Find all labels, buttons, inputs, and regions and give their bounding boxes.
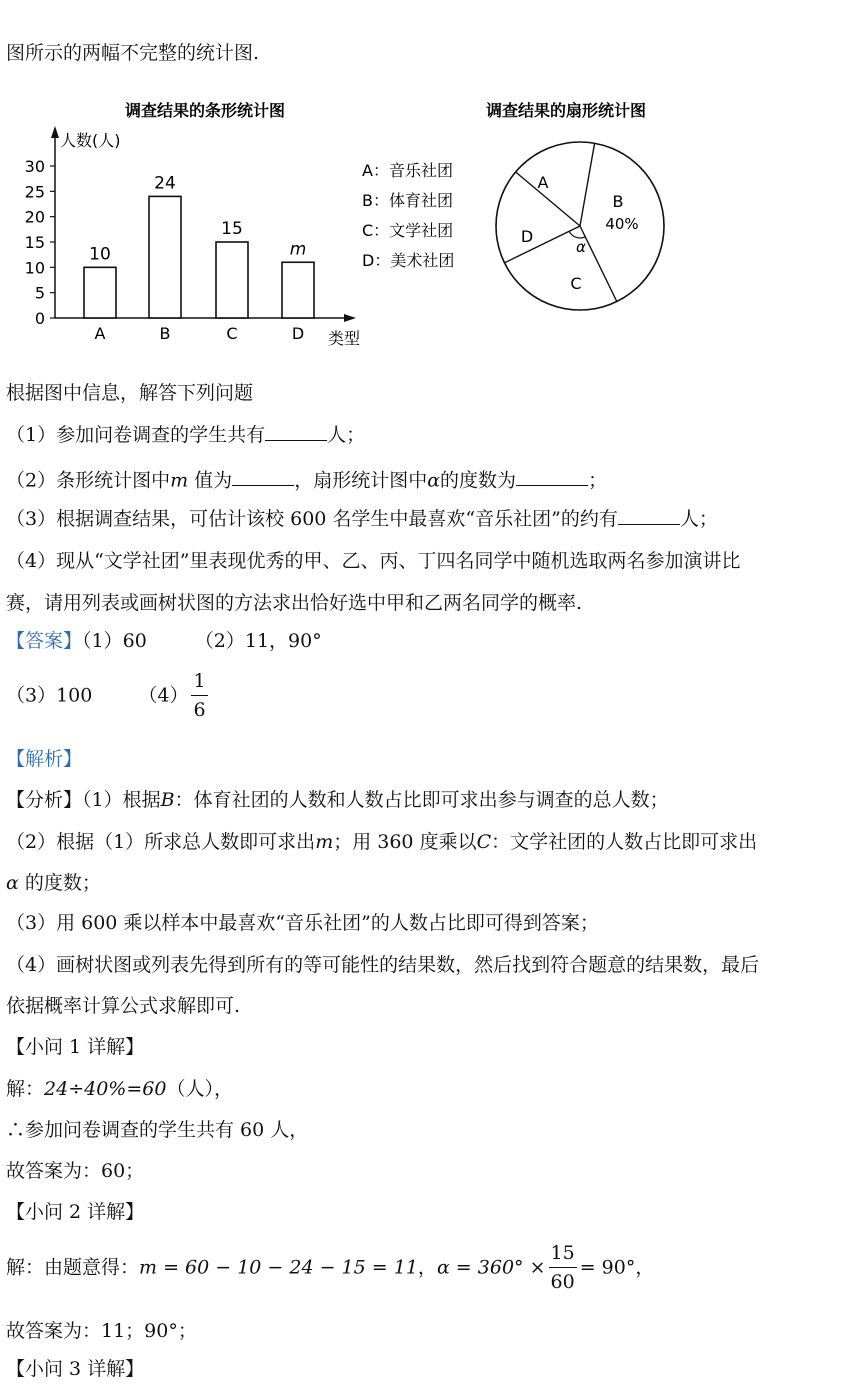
detail-2-expr-m: m = 60 − 10 − 24 − 15 = 11 — [139, 1256, 418, 1279]
analysis-line-5: （4）画树状图或列表先得到所有的等可能性的结果数，然后找到符合题意的结果数，最后 — [6, 954, 760, 976]
charts-figure — [0, 92, 845, 372]
analysis-label — [6, 746, 82, 772]
analysis-p1-b: B — [160, 789, 175, 811]
y-tick-label: 10 — [24, 258, 45, 278]
analysis-line-6: 依据概率计算公式求解即可. — [6, 995, 241, 1017]
analysis-alpha: α — [6, 872, 19, 894]
pie-chart-title: 调查结果的扇形统计图 — [485, 101, 647, 120]
answer-line-2 — [6, 668, 211, 723]
y-axis-arrow — [51, 126, 59, 138]
analysis-p2-mid: ；用 360 度乘以 — [333, 831, 477, 853]
legend-item-b: B：体育社团 — [362, 191, 453, 210]
question-2 — [6, 464, 607, 493]
answer-line-1 — [6, 628, 322, 654]
fraction-denominator: 6 — [193, 699, 206, 721]
pie-slice-label: C — [570, 274, 582, 293]
detail-1-unit: （人）， — [166, 1078, 233, 1100]
x-axis-label: 类型 — [328, 329, 361, 348]
question-intro: 根据图中信息，解答下列问题 — [6, 382, 254, 404]
detail-1-line-2: ∴参加问卷调查的学生共有 60 人， — [6, 1119, 309, 1141]
legend-item-a: A：音乐社团 — [362, 161, 453, 180]
detail-2-sep: ， — [417, 1256, 437, 1279]
fraction-numerator: 1 — [191, 668, 207, 696]
analysis-p2-text: （2）根据（1）所求总人数即可求出 — [6, 831, 316, 853]
q2-alpha: α — [427, 469, 441, 492]
y-tick-label: 0 — [34, 309, 45, 328]
bar-d — [282, 262, 314, 318]
pie-b-percent: 40% — [605, 215, 639, 233]
fenxi-label: 【分析】 — [6, 789, 83, 811]
x-tick-label: A — [94, 324, 106, 343]
x-tick-label: C — [226, 324, 238, 343]
question-1 — [6, 422, 365, 448]
analysis-line-1 — [6, 787, 669, 813]
detail-1-expr: 24÷40%=60 — [44, 1078, 167, 1100]
detail-2-line-1 — [6, 1240, 654, 1295]
y-tick-label: 15 — [24, 233, 45, 252]
detail-1-heading: 【小问 1 详解】 — [6, 1036, 145, 1058]
q2-blank-2 — [516, 467, 588, 486]
q2-end: ； — [588, 469, 608, 492]
analysis-p1-rest: ：体育社团的人数和人数占比即可求出参与调查的总人数； — [174, 789, 669, 811]
bar-value-label: m — [289, 239, 307, 260]
bar-value-label: 10 — [89, 244, 111, 265]
answer-3: （3）100 — [6, 684, 93, 707]
answer-2: （2）11，90° — [194, 630, 322, 652]
q2-value-label: 值为 — [194, 469, 233, 492]
pie-chart — [486, 101, 664, 310]
detail-2-result: = 90°， — [579, 1256, 655, 1279]
q3-blank — [618, 506, 680, 525]
bar-b — [149, 196, 181, 318]
analysis-p2b-text: 的度数； — [24, 872, 101, 894]
analysis-p2-m: m — [315, 831, 334, 853]
q2-text: （2）条形统计图中 — [6, 469, 171, 492]
bar-chart — [25, 101, 360, 348]
detail-1-line-3: 故答案为：60； — [6, 1160, 145, 1182]
x-tick-label: D — [291, 324, 305, 343]
q3-text: （3）根据调查结果，可估计该校 600 名学生中最喜欢“音乐社团”的约有 — [6, 508, 618, 530]
q2-blank-1 — [232, 467, 294, 486]
y-axis-label: 人数(人) — [60, 131, 121, 150]
detail-1-line-1 — [6, 1076, 233, 1102]
legend-item-d: D：美术社团 — [362, 251, 455, 270]
q2-m: m — [170, 469, 189, 492]
x-tick-label: B — [159, 324, 171, 343]
analysis-p2-c: C — [476, 831, 492, 853]
detail-2-frac-den: 60 — [550, 1271, 575, 1293]
analysis-line-2 — [6, 829, 757, 855]
answer-4-label: （4） — [138, 684, 189, 707]
detail-2-fraction — [549, 1240, 577, 1295]
pie-slice-label: D — [520, 227, 534, 246]
question-4-line-2: 赛，请用列表或画树状图的方法求出恰好选中甲和乙两名同学的概率. — [6, 592, 583, 614]
pie-legend — [362, 161, 454, 270]
q1-text: （1）参加问卷调查的学生共有 — [6, 424, 266, 446]
x-axis-arrow — [344, 314, 356, 322]
question-4-line-1: （4）现从“文学社团”里表现优秀的甲、乙、丙、丁四名同学中随机选取两名参加演讲比 — [6, 550, 741, 572]
bar-c — [216, 242, 248, 318]
detail-2-frac-num: 15 — [549, 1240, 577, 1268]
pie-slice-label: B — [612, 192, 624, 211]
analysis-line-4: （3）用 600 乘以样本中最喜欢“音乐社团”的人数占比即可得到答案； — [6, 912, 599, 934]
answer-label: 【答案】 — [6, 630, 83, 652]
q3-unit: 人； — [679, 508, 718, 530]
bar-value-label: 15 — [221, 219, 243, 239]
detail-2-line-2: 故答案为：11；90°； — [6, 1320, 197, 1342]
q1-blank — [265, 422, 327, 441]
analysis-line-3 — [6, 870, 101, 896]
analysis-heading: 【解析】 — [6, 748, 83, 770]
legend-item-c: C：文学社团 — [362, 221, 454, 240]
detail-1-jie: 解： — [6, 1078, 45, 1100]
y-tick-label: 25 — [24, 182, 45, 202]
answer-1: （1）60 — [82, 630, 147, 652]
question-3 — [6, 506, 718, 532]
analysis-p2-rest: ：文学社团的人数占比即可求出 — [491, 831, 758, 853]
q1-unit: 人； — [327, 424, 366, 446]
analysis-p1-text: （1）根据 — [82, 789, 161, 811]
detail-2-heading: 【小问 2 详解】 — [6, 1201, 145, 1223]
detail-2-expr-alpha: α = 360° × — [436, 1256, 546, 1279]
y-tick-label: 20 — [24, 207, 45, 227]
detail-3-heading: 【小问 3 详解】 — [6, 1358, 145, 1380]
q2-pie-text: ，扇形统计图中 — [294, 469, 428, 492]
pie-slice-label: A — [537, 173, 549, 192]
y-tick-label: 30 — [24, 157, 45, 176]
y-tick-label: 5 — [34, 283, 45, 303]
detail-2-jie: 解：由题意得： — [6, 1256, 140, 1279]
bar-a — [84, 267, 116, 318]
alpha-label: α — [576, 238, 586, 256]
intro-text: 图所示的两幅不完整的统计图. — [6, 42, 260, 64]
answer-4-fraction — [191, 668, 207, 723]
bar-chart-title: 调查结果的条形统计图 — [124, 101, 286, 120]
q2-degree-label: 的度数为 — [440, 469, 517, 492]
bar-value-label: 24 — [154, 173, 176, 194]
